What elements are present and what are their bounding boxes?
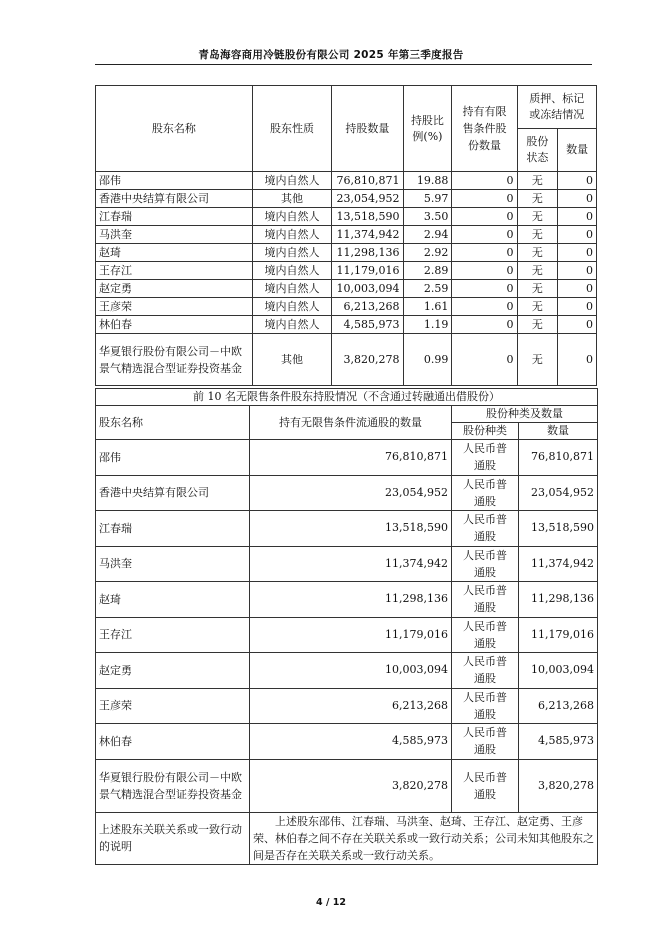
share-quantity: 10,003,094 xyxy=(519,653,598,689)
share-type: 人民币普通股 xyxy=(452,511,519,547)
shareholder-name: 邵伟 xyxy=(96,440,250,476)
shareholder-nature: 境内自然人 xyxy=(252,208,331,226)
relationship-note-text: 上述股东邵伟、江春瑞、马洪奎、赵琦、王存江、赵定勇、王彦荣、林伯春之间不存在关联关系或一致行动关系；公司未知其他股东之间是否存在关联关系或一致行动关系。 xyxy=(250,812,598,864)
pledge-status: 无 xyxy=(517,190,558,208)
col-header-ratio: 持股比例(%) xyxy=(403,86,452,172)
col-header-tradable: 持有无限售条件流通股的数量 xyxy=(250,406,452,440)
share-type: 人民币普通股 xyxy=(452,546,519,582)
col-header-shares: 持股数量 xyxy=(332,86,403,172)
col-header-nature: 股东性质 xyxy=(252,86,331,172)
shareholder-nature: 境内自然人 xyxy=(252,280,331,298)
shareholder-nature: 境内自然人 xyxy=(252,172,331,190)
holding-ratio: 1.61 xyxy=(403,298,452,316)
table-row xyxy=(96,208,597,226)
share-quantity: 3,820,278 xyxy=(519,759,598,812)
share-quantity: 23,054,952 xyxy=(519,475,598,511)
shareholder-nature: 境内自然人 xyxy=(252,262,331,280)
page-header: 青岛海容商用冷链股份有限公司 2025 年第三季度报告 xyxy=(198,49,464,61)
shareholder-name: 香港中央结算有限公司 xyxy=(96,190,253,208)
holding-ratio: 19.88 xyxy=(403,172,452,190)
table-row xyxy=(96,334,597,386)
tradable-shares: 13,518,590 xyxy=(250,511,452,547)
shareholder-name: 马洪奎 xyxy=(96,226,253,244)
shareholder-name: 邵伟 xyxy=(96,172,253,190)
shareholder-nature: 境内自然人 xyxy=(252,244,331,262)
tradable-shares: 4,585,973 xyxy=(250,724,452,760)
table-row xyxy=(96,262,597,280)
share-type: 人民币普通股 xyxy=(452,688,519,724)
share-quantity: 4,585,973 xyxy=(519,724,598,760)
shareholder-nature: 其他 xyxy=(252,334,331,386)
share-type: 人民币普通股 xyxy=(452,582,519,618)
restricted-shares: 0 xyxy=(452,262,517,280)
pledge-quantity: 0 xyxy=(558,262,597,280)
pledge-quantity: 0 xyxy=(558,316,597,334)
shares-held: 6,213,268 xyxy=(332,298,403,316)
col-header-pledge-status: 股份状态 xyxy=(517,129,558,172)
restricted-shares: 0 xyxy=(452,280,517,298)
table-row xyxy=(96,546,598,582)
pledge-quantity: 0 xyxy=(558,280,597,298)
shares-held: 4,585,973 xyxy=(332,316,403,334)
shares-held: 11,298,136 xyxy=(332,244,403,262)
share-type: 人民币普通股 xyxy=(452,475,519,511)
restricted-shares: 0 xyxy=(452,244,517,262)
table-row xyxy=(96,724,598,760)
holding-ratio: 3.50 xyxy=(403,208,452,226)
shareholder-name: 赵定勇 xyxy=(96,653,250,689)
shares-held: 10,003,094 xyxy=(332,280,403,298)
unrestricted-table-title: 前 10 名无限售条件股东持股情况（不含通过转融通出借股份） xyxy=(96,389,598,406)
pledge-status: 无 xyxy=(517,298,558,316)
table-row xyxy=(96,244,597,262)
shareholder-nature: 境内自然人 xyxy=(252,298,331,316)
shareholder-name: 王存江 xyxy=(96,617,250,653)
share-quantity: 11,179,016 xyxy=(519,617,598,653)
holding-ratio: 2.92 xyxy=(403,244,452,262)
share-quantity: 76,810,871 xyxy=(519,440,598,476)
tradable-shares: 11,298,136 xyxy=(250,582,452,618)
share-type: 人民币普通股 xyxy=(452,759,519,812)
table-row xyxy=(96,582,598,618)
page-number: 4 / 12 xyxy=(316,897,346,908)
share-quantity: 13,518,590 xyxy=(519,511,598,547)
tradable-shares: 6,213,268 xyxy=(250,688,452,724)
holding-ratio: 1.19 xyxy=(403,316,452,334)
shareholder-name: 马洪奎 xyxy=(96,546,250,582)
table-row xyxy=(96,759,598,812)
unrestricted-shareholders-table xyxy=(95,388,598,865)
top-shareholders-table xyxy=(95,85,597,386)
shareholder-name: 王彦荣 xyxy=(96,688,250,724)
shareholder-name: 华夏银行股份有限公司－中欧景气精选混合型证券投资基金 xyxy=(96,334,253,386)
pledge-quantity: 0 xyxy=(558,172,597,190)
relationship-note-label: 上述股东关联关系或一致行动的说明 xyxy=(96,812,250,864)
pledge-quantity: 0 xyxy=(558,298,597,316)
pledge-status: 无 xyxy=(517,244,558,262)
shareholder-name: 赵琦 xyxy=(96,244,253,262)
tradable-shares: 76,810,871 xyxy=(250,440,452,476)
table-row xyxy=(96,511,598,547)
pledge-status: 无 xyxy=(517,172,558,190)
pledge-quantity: 0 xyxy=(558,226,597,244)
shareholder-nature: 其他 xyxy=(252,190,331,208)
table-row xyxy=(96,653,598,689)
shareholder-name: 林伯春 xyxy=(96,316,253,334)
holding-ratio: 2.89 xyxy=(403,262,452,280)
shares-held: 11,374,942 xyxy=(332,226,403,244)
col-header-pledge-qty: 数量 xyxy=(558,129,597,172)
shares-held: 3,820,278 xyxy=(332,334,403,386)
table-row xyxy=(96,226,597,244)
shares-held: 13,518,590 xyxy=(332,208,403,226)
shareholder-name: 赵定勇 xyxy=(96,280,253,298)
pledge-status: 无 xyxy=(517,208,558,226)
shareholder-name: 华夏银行股份有限公司－中欧景气精选混合型证券投资基金 xyxy=(96,759,250,812)
shares-held: 11,179,016 xyxy=(332,262,403,280)
share-quantity: 11,374,942 xyxy=(519,546,598,582)
shareholder-name: 林伯春 xyxy=(96,724,250,760)
shareholder-name: 香港中央结算有限公司 xyxy=(96,475,250,511)
pledge-quantity: 0 xyxy=(558,190,597,208)
restricted-shares: 0 xyxy=(452,298,517,316)
share-type: 人民币普通股 xyxy=(452,724,519,760)
tradable-shares: 23,054,952 xyxy=(250,475,452,511)
shareholder-name: 江春瑞 xyxy=(96,511,250,547)
col-header-qty: 数量 xyxy=(519,423,598,440)
holding-ratio: 2.94 xyxy=(403,226,452,244)
shareholder-name: 王存江 xyxy=(96,262,253,280)
tradable-shares: 11,374,942 xyxy=(250,546,452,582)
share-quantity: 6,213,268 xyxy=(519,688,598,724)
share-type: 人民币普通股 xyxy=(452,617,519,653)
table-row xyxy=(96,172,597,190)
table-row xyxy=(96,316,597,334)
restricted-shares: 0 xyxy=(452,226,517,244)
shareholder-name: 王彦荣 xyxy=(96,298,253,316)
pledge-status: 无 xyxy=(517,226,558,244)
shareholder-name: 江春瑞 xyxy=(96,208,253,226)
shares-held: 76,810,871 xyxy=(332,172,403,190)
pledge-quantity: 0 xyxy=(558,334,597,386)
table-row xyxy=(96,280,597,298)
table-row xyxy=(96,688,598,724)
table-row xyxy=(96,190,597,208)
table-row xyxy=(96,617,598,653)
col-header-restricted: 持有有限售条件股份数量 xyxy=(452,86,517,172)
tradable-shares: 11,179,016 xyxy=(250,617,452,653)
holding-ratio: 5.97 xyxy=(403,190,452,208)
shareholder-nature: 境内自然人 xyxy=(252,226,331,244)
table-row xyxy=(96,298,597,316)
col-header-name: 股东名称 xyxy=(96,406,250,440)
tradable-shares: 10,003,094 xyxy=(250,653,452,689)
pledge-quantity: 0 xyxy=(558,244,597,262)
shareholder-nature: 境内自然人 xyxy=(252,316,331,334)
holding-ratio: 0.99 xyxy=(403,334,452,386)
share-type: 人民币普通股 xyxy=(452,440,519,476)
tradable-shares: 3,820,278 xyxy=(250,759,452,812)
pledge-status: 无 xyxy=(517,262,558,280)
col-header-name: 股东名称 xyxy=(96,86,253,172)
pledge-quantity: 0 xyxy=(558,208,597,226)
col-header-type: 股份种类 xyxy=(452,423,519,440)
pledge-status: 无 xyxy=(517,334,558,386)
holding-ratio: 2.59 xyxy=(403,280,452,298)
restricted-shares: 0 xyxy=(452,316,517,334)
col-header-type-group: 股份种类及数量 xyxy=(452,406,598,423)
pledge-status: 无 xyxy=(517,280,558,298)
header-rule xyxy=(95,64,592,65)
restricted-shares: 0 xyxy=(452,172,517,190)
restricted-shares: 0 xyxy=(452,334,517,386)
shareholder-name: 赵琦 xyxy=(96,582,250,618)
table-row xyxy=(96,475,598,511)
restricted-shares: 0 xyxy=(452,190,517,208)
table-row xyxy=(96,440,598,476)
col-header-pledge-group: 质押、标记或冻结情况 xyxy=(517,86,596,129)
shares-held: 23,054,952 xyxy=(332,190,403,208)
share-type: 人民币普通股 xyxy=(452,653,519,689)
pledge-status: 无 xyxy=(517,316,558,334)
share-quantity: 11,298,136 xyxy=(519,582,598,618)
restricted-shares: 0 xyxy=(452,208,517,226)
